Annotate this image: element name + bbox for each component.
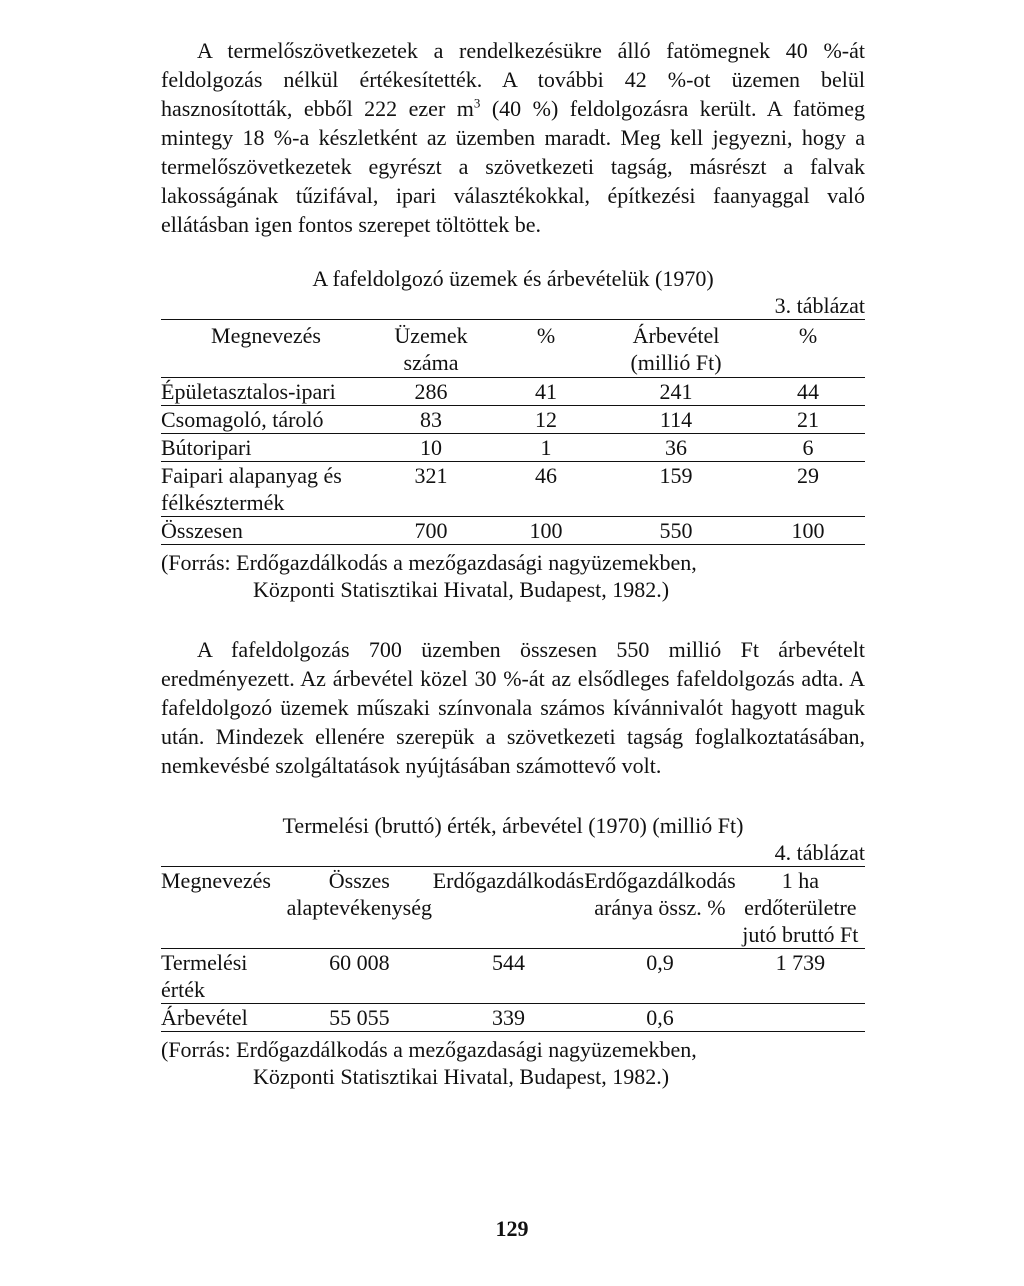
table-cell: 544 — [491, 950, 525, 975]
table-cell: 29 — [797, 463, 819, 488]
table-cell: 100 — [529, 518, 563, 543]
table-cell: 339 — [491, 1005, 525, 1030]
table-cell: 55 055 — [329, 1005, 390, 1030]
table3-header: % — [798, 323, 818, 348]
table4-header: Megnevezés — [161, 868, 271, 893]
paragraph-2: A fafeldolgozás 700 üzemben összesen 550 millió Ft árbevételt eredményezett. Az árbevétel közel 30 %-át az elsődleges fafeldolgozás adta. A fafeldolgozó üzemek műszaki színvonala számos kívánnivalót hagyott maguk után. Mindezek ellenére szerepük a szövetkezeti tagság foglalkoztatásában, nemkevésbé szolgáltatások nyújtásában számottevő volt. — [161, 637, 865, 778]
table3-header: Megnevezés — [211, 323, 321, 348]
table-row — [161, 1004, 865, 1032]
table-row — [161, 462, 865, 517]
paragraph-1 — [161, 36, 865, 239]
table4-source — [161, 1036, 865, 1090]
paragraph-1-text-b: (40 %) feldolgozásra került. A fatömeg mintegy 18 %-a készletként az üzemben maradt. Meg kell jegyezni, hogy a termelőszövetkezetek egyrészt a szövetkezeti tagság, másrészt a falvak lakosságának tűzifával, ipari választékokkal, építkezési faanyaggal való ellátásban igen fontos szerepet töltöttek be. — [161, 96, 865, 237]
table-cell: 114 — [659, 407, 693, 432]
table-cell: 60 008 — [329, 950, 390, 975]
table-cell: Faipari alapanyag és félkésztermék — [161, 463, 342, 515]
table3-header: Üzemek száma — [394, 323, 468, 375]
table-cell: 44 — [797, 379, 819, 404]
table-cell: 41 — [535, 379, 557, 404]
table-cell: 1 739 — [775, 950, 826, 975]
page-content — [161, 36, 865, 1090]
table-cell: 21 — [797, 407, 819, 432]
table-cell: Összesen — [161, 518, 243, 543]
table-cell: Termelési érték — [161, 950, 248, 1002]
table-cell: 0,9 — [646, 950, 674, 975]
table3-header: % — [536, 323, 556, 348]
table4-source-line1: (Forrás: Erdőgazdálkodás a mezőgazdasági nagyüzemekben, — [161, 1037, 697, 1062]
table-row — [161, 434, 865, 462]
table3-caption: A fafeldolgozó üzemek és árbevételük (1970) — [312, 266, 714, 291]
table-cell: 159 — [659, 463, 693, 488]
table-cell: 1 — [540, 435, 552, 460]
paragraph-1-text-a: A termelőszövetkezetek a rendelkezésükre álló fatömegnek 40 %-át feldolgozás nélkül értékesítették. A további 42 %-ot üzemen belül hasznosították, ebből 222 ezer m — [161, 38, 865, 121]
table-cell: Csomagoló, tároló — [161, 407, 324, 432]
table-cell: 46 — [535, 463, 557, 488]
paragraph-1-superscript: 3 — [473, 95, 481, 111]
table-cell: 700 — [414, 518, 448, 543]
table-cell: 6 — [802, 435, 814, 460]
table4-header: 1 ha erdőterületre jutó bruttó Ft — [742, 868, 859, 947]
table4 — [161, 866, 865, 1032]
table3-source — [161, 549, 865, 603]
table3-header: Árbevétel (millió Ft) — [630, 323, 722, 375]
table-cell: 550 — [659, 518, 693, 543]
table3-header-row — [161, 320, 865, 378]
table-row — [161, 378, 865, 406]
table-cell — [736, 1004, 865, 1032]
table-cell: 321 — [414, 463, 448, 488]
table-cell: Bútoripari — [161, 435, 252, 460]
table3 — [161, 319, 865, 545]
table4-header: Erdőgazdálkodás — [432, 868, 585, 893]
table-row — [161, 406, 865, 434]
table4-number: 4. táblázat — [774, 840, 865, 865]
table-row — [161, 517, 865, 545]
table-cell: 286 — [414, 379, 448, 404]
table-cell: 100 — [791, 518, 825, 543]
table-cell: 12 — [535, 407, 557, 432]
table-cell: 36 — [665, 435, 687, 460]
table4-header: Erdőgazdálkodás aránya össz. % — [584, 868, 736, 920]
table3-number: 3. táblázat — [774, 293, 865, 318]
table-cell: 10 — [420, 435, 442, 460]
table4-header-row — [161, 867, 865, 949]
page-number: 129 — [495, 1216, 529, 1241]
table-cell: 0,6 — [646, 1005, 674, 1030]
table-row — [161, 949, 865, 1004]
table3-source-line2: Központi Statisztikai Hivatal, Budapest, 1982.) — [253, 577, 670, 602]
table4-header: Összes alaptevékenység — [286, 868, 432, 920]
table-cell: Épületasztalos-ipari — [161, 379, 336, 404]
table4-caption: Termelési (bruttó) érték, árbevétel (1970) (millió Ft) — [282, 813, 744, 838]
table-cell: 83 — [420, 407, 442, 432]
table-cell: 241 — [659, 379, 693, 404]
table3-source-line1: (Forrás: Erdőgazdálkodás a mezőgazdasági nagyüzemekben, — [161, 550, 697, 575]
table-cell: Árbevétel — [161, 1005, 248, 1030]
table4-source-line2: Központi Statisztikai Hivatal, Budapest, 1982.) — [253, 1064, 670, 1089]
